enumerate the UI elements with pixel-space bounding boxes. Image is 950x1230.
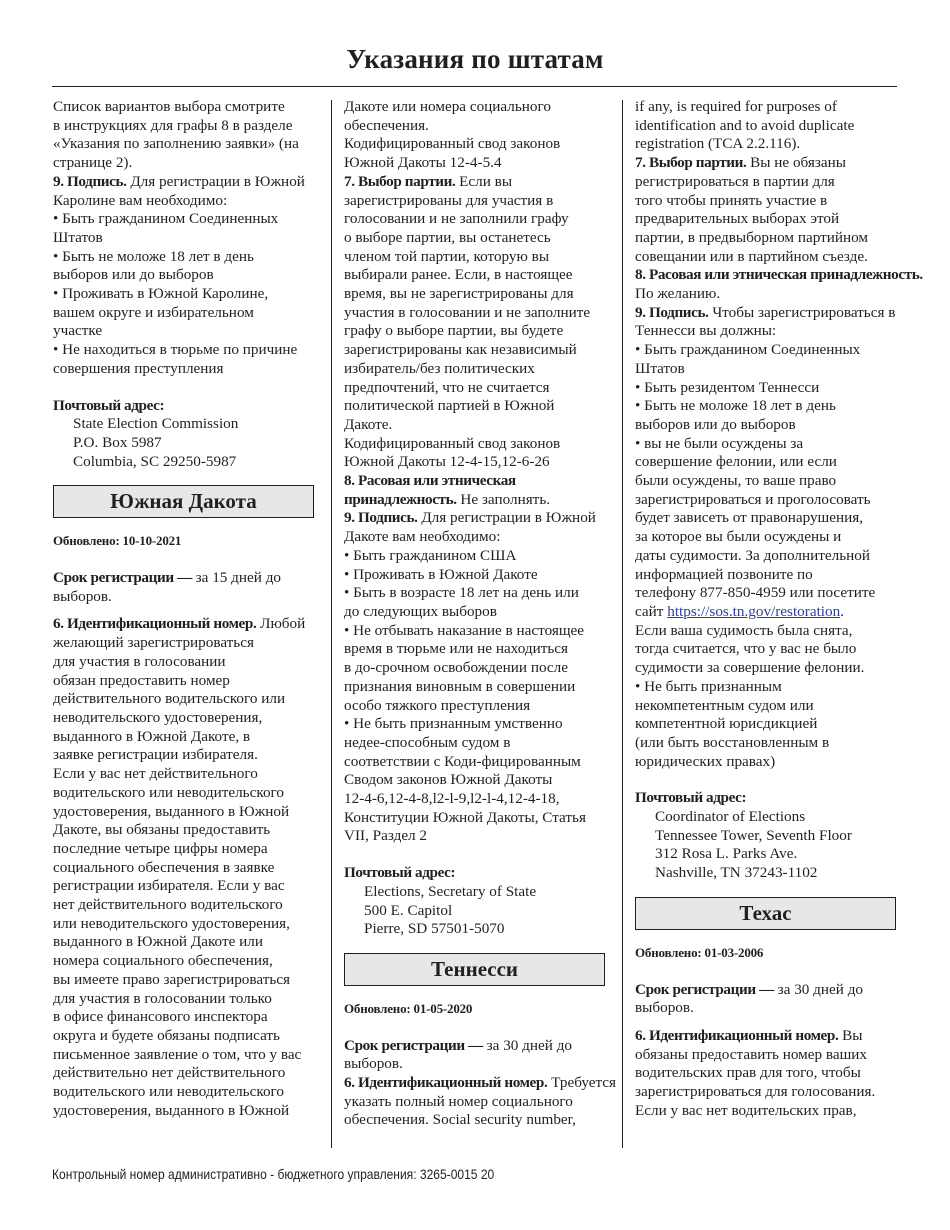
text-line: предпочтений, что не считается bbox=[344, 378, 550, 396]
sc-mailing-address bbox=[53, 397, 321, 472]
section-label: Срок регистрации — bbox=[635, 980, 774, 998]
section-label: 6. Идентификационный номер. bbox=[635, 1026, 839, 1044]
section-label: Срок регистрации — bbox=[344, 1036, 483, 1054]
text-line: • Быть гражданином Соединенных bbox=[53, 210, 279, 228]
text-line: в офисе финансового инспектора bbox=[53, 1008, 268, 1026]
text-line: предварительных выборах этой bbox=[635, 210, 840, 228]
text-line: Чтобы зарегистрироваться в bbox=[712, 303, 896, 321]
text-line: • Не находиться в тюрьме по причине bbox=[53, 341, 298, 359]
text-line: выданного в Южной Дакоте или bbox=[53, 933, 263, 951]
section-label: 7. Выбор партии. bbox=[635, 154, 747, 172]
text-line: о выборе партии, вы останетесь bbox=[344, 228, 551, 246]
section-label: 9. Подпись. bbox=[344, 509, 418, 527]
address-line: 500 E. Capitol bbox=[364, 901, 453, 919]
text-line: графу о выборе партии, вы будете bbox=[344, 322, 564, 340]
text-line: • Не быть признанным умственно bbox=[344, 715, 563, 733]
tn-mailing-address bbox=[635, 789, 905, 883]
page-footer bbox=[52, 1166, 494, 1182]
column-2 bbox=[344, 98, 617, 1130]
text-line: были осуждены, то ваше право bbox=[635, 472, 837, 490]
section-label: 9. Подпись. bbox=[635, 303, 709, 321]
text-line: Требуется bbox=[551, 1074, 617, 1092]
tn-party-choice bbox=[635, 154, 905, 266]
text-line: Если вы bbox=[459, 172, 513, 190]
text-line: Конституции Южной Дакоты, Статья bbox=[344, 808, 586, 826]
text-line: Каролине вам необходимо: bbox=[53, 191, 228, 209]
text-line: • Проживать в Южной Каролине, bbox=[53, 285, 269, 303]
updated-date: Обновлено: 10-10-2021 bbox=[53, 533, 182, 549]
text-line: в до-срочном освобождении после bbox=[344, 659, 568, 677]
text-line: письменное заявление о том, что у вас bbox=[53, 1045, 302, 1063]
address-line: 312 Rosa L. Parks Ave. bbox=[655, 845, 798, 863]
restoration-link[interactable]: https://sos.tn.gov/restoration bbox=[667, 602, 841, 620]
text-line: регистрироваться в партии для bbox=[635, 172, 835, 190]
text-line: заявке регистрации избирателя. bbox=[53, 746, 258, 764]
text-line: • Быть гражданином США bbox=[344, 546, 517, 564]
text-line: юридических правах) bbox=[635, 752, 776, 770]
text-line: удостоверения, выданного в Южной bbox=[53, 1101, 290, 1119]
text-line: • Не отбывать наказание в настоящее bbox=[344, 621, 585, 639]
text-line: регистрации избирателя. Если у вас bbox=[53, 877, 285, 895]
text-line: последние четыре цифры номера bbox=[53, 839, 268, 857]
text-line: Южной Дакоты 12-4-15,12-6-26 bbox=[344, 453, 550, 471]
mailing-address-label: Почтовый адрес: bbox=[635, 789, 747, 807]
tn-race bbox=[635, 266, 923, 303]
sd-mailing-address bbox=[344, 864, 612, 939]
text-line: выборов. bbox=[635, 999, 694, 1017]
text-line: (или быть восстановленным в bbox=[635, 733, 830, 751]
text-line: вашем округе и избирательном bbox=[53, 303, 254, 321]
text-line: выборов или до выборов bbox=[635, 415, 796, 433]
updated-date: Обновлено: 01-03-2006 bbox=[635, 944, 764, 960]
address-line: P.O. Box 5987 bbox=[73, 433, 162, 451]
mailing-address-label: Почтовый адрес: bbox=[53, 396, 165, 414]
address-line: Nashville, TN 37243-1102 bbox=[655, 864, 818, 882]
text-line: зарегистрироваться для голосования. bbox=[635, 1083, 876, 1101]
text-line: • Проживать в Южной Дакоте bbox=[344, 565, 538, 583]
text-line: избиратель/без политических bbox=[344, 359, 535, 377]
text-line: действительно нет действительного bbox=[53, 1064, 286, 1082]
text-line: Кодифицированный свод законов bbox=[344, 434, 561, 452]
sd-signature-section bbox=[344, 509, 612, 846]
text-line: Если ваша судимость была снята, bbox=[635, 621, 853, 639]
text-line: Вы bbox=[842, 1026, 863, 1044]
text-line: выданного в Южной Дакоте, в bbox=[53, 727, 251, 745]
text-line: зарегистрироваться и проголосовать bbox=[635, 490, 871, 508]
text-line: зарегистрированы для участия в bbox=[344, 191, 554, 209]
text-line: за 30 дней до bbox=[777, 980, 864, 998]
column-3 bbox=[635, 98, 923, 1120]
section-label: 6. Идентификационный номер. bbox=[53, 615, 257, 633]
text-line: участия в голосовании и не заполните bbox=[344, 303, 591, 321]
text-line: сайт bbox=[635, 602, 664, 620]
text-line: «Указания по заполнению заявки» (на bbox=[53, 135, 299, 153]
text-line: • Быть гражданином Соединенных bbox=[635, 341, 861, 359]
section-label: принадлежность. bbox=[344, 490, 457, 508]
text-line: • Быть не моложе 18 лет в день bbox=[53, 247, 254, 265]
title-rule bbox=[52, 86, 897, 87]
sd-id-number bbox=[53, 615, 321, 1120]
updated-date: Обновлено: 01-05-2020 bbox=[344, 1000, 473, 1016]
text-line: за которое вы были осуждены и bbox=[635, 528, 842, 546]
page-title: Указания по штатам bbox=[346, 44, 604, 74]
column-divider-2 bbox=[622, 100, 623, 1148]
text-line: • Не быть признанным bbox=[635, 677, 782, 695]
text-line: Южной Дакоты 12-4-5.4 bbox=[344, 154, 502, 172]
text-line: Не заполнять. bbox=[460, 490, 551, 508]
text-line: телефону 877-850-4959 или посетите bbox=[635, 584, 876, 602]
text-line: соответствии с Коди-фицированным bbox=[344, 752, 581, 770]
section-label: 8. Расовая или этническая bbox=[344, 472, 516, 490]
text-line: указать полный номер социального bbox=[344, 1092, 573, 1110]
sd-deadline bbox=[53, 569, 321, 606]
text-line: Если у вас нет водительских прав, bbox=[635, 1101, 857, 1119]
text-line: Сводом законов Южной Дакоты bbox=[344, 771, 553, 789]
text-line: партии, в предвыборном партийном bbox=[635, 228, 869, 246]
text-line: совершения преступления bbox=[53, 359, 224, 377]
sc-signature-section bbox=[53, 173, 321, 379]
text-line: действительного водительского или bbox=[53, 690, 286, 708]
text-line: • Быть резидентом Теннесси bbox=[635, 378, 820, 396]
text-line: совершение фелонии, или если bbox=[635, 453, 837, 471]
text-line: Для регистрации в Южной bbox=[130, 172, 305, 190]
text-line: Список вариантов выбора смотрите bbox=[53, 98, 285, 115]
sd-race bbox=[344, 472, 612, 509]
text-line: голосовании и не заполнили графу bbox=[344, 210, 569, 228]
column-1 bbox=[53, 98, 321, 1120]
text-line: удостоверения, выданного в Южной bbox=[53, 802, 290, 820]
text-line: за 30 дней до bbox=[486, 1036, 573, 1054]
text-line: округа и будете обязаны подписать bbox=[53, 1026, 280, 1044]
sd-party-choice bbox=[344, 173, 612, 472]
page-number: 20 bbox=[480, 1166, 495, 1182]
state-header-south-dakota: Южная Дакота bbox=[53, 485, 314, 518]
text-line: обеспечения. bbox=[344, 116, 429, 134]
text-line: в инструкциях для графы 8 в разделе bbox=[53, 116, 293, 134]
text-line: выбирали ранее. Если, в настоящее bbox=[344, 266, 573, 284]
section-label: 6. Идентификационный номер. bbox=[344, 1074, 548, 1092]
text-line: обеспечения. Social security number, bbox=[344, 1111, 576, 1129]
section-label: Срок регистрации — bbox=[53, 569, 192, 587]
tn-id-continued bbox=[635, 98, 905, 154]
tx-id-number bbox=[635, 1027, 905, 1121]
text-line: до следующих выборов bbox=[344, 602, 497, 620]
tn-deadline bbox=[344, 1037, 612, 1074]
text-line: судимости за совершение фелонии. bbox=[635, 659, 865, 677]
text-line: По желанию. bbox=[635, 285, 721, 303]
text-line: Для регистрации в Южной bbox=[421, 509, 596, 527]
text-line: даты судимости. За дополнительной bbox=[635, 546, 870, 564]
text-line: информацией позвоните по bbox=[635, 565, 813, 583]
text-line: водительского или неводительского bbox=[53, 783, 284, 801]
text-line: для участия в голосовании bbox=[53, 652, 226, 670]
text-line: за 15 дней до bbox=[195, 569, 282, 587]
text-line: registration (TCA 2.2.116). bbox=[635, 135, 801, 153]
section-label: 9. Подпись. bbox=[53, 172, 127, 190]
address-line: Pierre, SD 57501-5070 bbox=[364, 920, 505, 938]
text-line: Дакоте. bbox=[344, 415, 393, 433]
text-line: выборов. bbox=[344, 1055, 403, 1073]
text-line: • вы не были осуждены за bbox=[635, 434, 804, 452]
tn-id-number bbox=[344, 1074, 617, 1130]
text-line: обязаны предоставить номер ваших bbox=[635, 1045, 868, 1063]
text-line: выборов. bbox=[53, 587, 112, 605]
state-header-texas: Техас bbox=[635, 897, 896, 930]
text-line: компетентной юрисдикцией bbox=[635, 715, 818, 733]
text-line: if any, is required for purposes of bbox=[635, 98, 837, 115]
text-line: социального обеспечения в заявке bbox=[53, 858, 275, 876]
text-line: Штатов bbox=[635, 359, 685, 377]
sd-id-continued bbox=[344, 98, 612, 173]
omb-control-number: Контрольный номер административно - бюджетного управления: 3265-0015 bbox=[52, 1166, 478, 1182]
text-line: будет зависеть от правонарушения, bbox=[635, 509, 864, 527]
text-line: желающий зарегистрироваться bbox=[53, 634, 254, 652]
text-line: • Быть в возрасте 18 лет на день или bbox=[344, 584, 579, 602]
state-header-tennessee: Теннесси bbox=[344, 953, 605, 986]
tx-deadline bbox=[635, 981, 905, 1018]
text-line: участке bbox=[53, 322, 103, 340]
text-line: некомпетентным судом или bbox=[635, 696, 814, 714]
text-line: VII, Раздел 2 bbox=[344, 827, 428, 845]
text-line: членом той партии, которую вы bbox=[344, 247, 550, 265]
column-divider-1 bbox=[331, 100, 332, 1148]
text-line: особо тяжкого преступления bbox=[344, 696, 531, 714]
address-line: State Election Commission bbox=[73, 415, 239, 433]
text-line: Штатов bbox=[53, 228, 103, 246]
text-line: Дакоте вам необходимо: bbox=[344, 528, 501, 546]
mailing-address-label: Почтовый адрес: bbox=[344, 864, 456, 882]
text-line: совещании или в партийном съезде. bbox=[635, 247, 868, 265]
text-line: нет действительного водительского bbox=[53, 896, 283, 914]
address-line: Elections, Secretary of State bbox=[364, 882, 537, 900]
text-line: неводительского удостоверения, bbox=[53, 708, 263, 726]
text-line: странице 2). bbox=[53, 154, 133, 172]
text-line: обязан предоставить номер bbox=[53, 671, 230, 689]
text-line: Если у вас нет действительного bbox=[53, 765, 258, 783]
text-line: Любой bbox=[260, 615, 306, 633]
text-line: того чтобы принять участие в bbox=[635, 191, 828, 209]
text-line: время, вы не зарегистрированы для bbox=[344, 285, 574, 303]
address-line: Columbia, SC 29250-5987 bbox=[73, 452, 237, 470]
text-line: номера социального обеспечения, bbox=[53, 952, 273, 970]
text-line: identification and to avoid duplicate bbox=[635, 116, 855, 134]
text-line: время в тюрьме или не находиться bbox=[344, 640, 568, 658]
text-line: политической партией в Южной bbox=[344, 397, 555, 415]
section-label: 7. Выбор партии. bbox=[344, 172, 456, 190]
text-line: Кодифицированный свод законов bbox=[344, 135, 561, 153]
address-line: Tennessee Tower, Seventh Floor bbox=[655, 826, 852, 844]
text-line: Дакоте, вы обязаны предоставить bbox=[53, 821, 271, 839]
text-line: или неводительского удостоверения, bbox=[53, 914, 290, 932]
sc-intro bbox=[53, 98, 321, 173]
text-line: Теннесси вы должны: bbox=[635, 322, 777, 340]
text-line: водительского или неводительского bbox=[53, 1083, 284, 1101]
tn-signature-section bbox=[635, 304, 905, 772]
text-line: . bbox=[840, 602, 844, 620]
section-label: 8. Расовая или этническая принадлежность. bbox=[635, 266, 923, 284]
text-line: водительских прав для того, чтобы bbox=[635, 1064, 861, 1082]
text-line: недее-способным судом в bbox=[344, 733, 511, 751]
text-line: зарегистрированы как независимый bbox=[344, 341, 577, 359]
text-line: Вы не обязаны bbox=[750, 154, 846, 172]
text-line: • Быть не моложе 18 лет в день bbox=[635, 397, 836, 415]
text-line: признания виновным в совершении bbox=[344, 677, 576, 695]
address-line: Coordinator of Elections bbox=[655, 808, 806, 826]
text-line: Дакоте или номера социального bbox=[344, 98, 551, 115]
text-line: 12-4-6,12-4-8,l2-l-9,l2-l-4,12-4-18, bbox=[344, 790, 560, 808]
text-line: выборов или до выборов bbox=[53, 266, 214, 284]
text-line: вы имеете право зарегистрироваться bbox=[53, 970, 291, 988]
text-line: для участия в голосовании только bbox=[53, 989, 272, 1007]
text-line: тогда считается, что у вас не было bbox=[635, 640, 857, 658]
